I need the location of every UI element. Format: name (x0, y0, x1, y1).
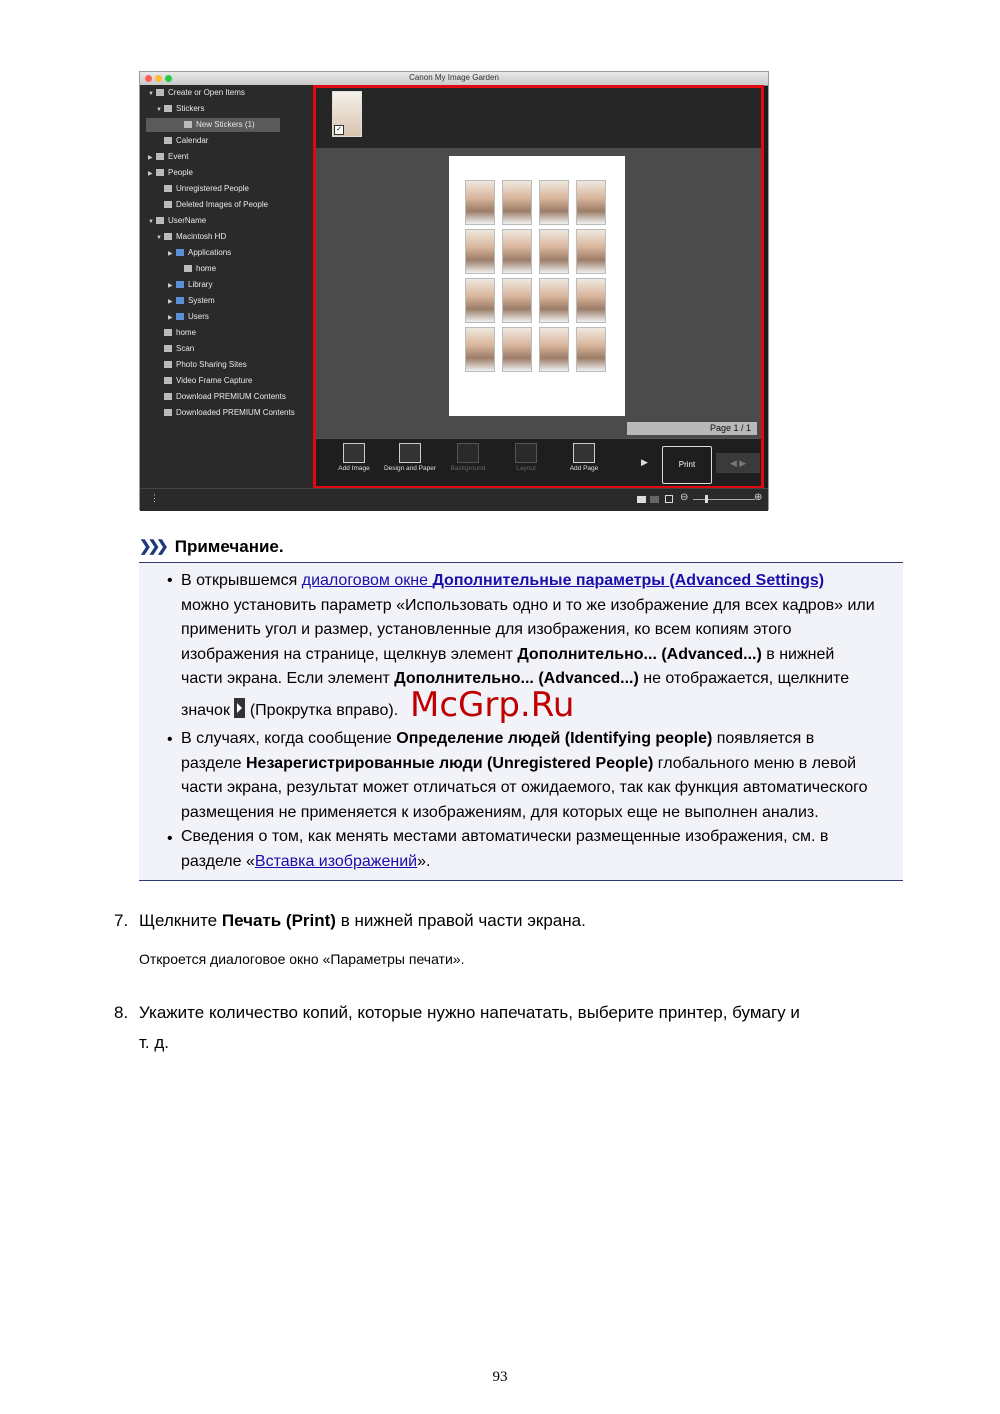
insert-images-link[interactable]: Вставка изображений (254, 852, 418, 870)
disclosure-arrow-icon[interactable]: ▶ (168, 283, 173, 289)
zoom-out-icon[interactable]: ⊖ (680, 492, 689, 503)
disclosure-arrow-icon[interactable]: ▶ (168, 299, 173, 305)
folder-icon (176, 281, 184, 288)
note-bullet-1: В открывшемся диалоговом окне Дополнительные параметры (Advanced Settings) можно установить параметр «Использовать одно и то же изображение для всех кадров» или применить угол и размер, установленные для изображения, ко всем копиям этого изображения на странице, щелкнув элемент Дополнительно... (Advanced...) в нижней части экрана. Если элемент Дополнительно... (Advanced...) не отображается, щелкните значок (Прокрутка вправо). (181, 572, 875, 719)
image-thumbnail[interactable] (332, 91, 362, 137)
sticker-image[interactable] (539, 327, 569, 372)
sidebar-item[interactable] (140, 310, 310, 324)
step-8-text: Укажите количество копий, которые нужно напечатать, выберите принтер, бумагу и т. д. (139, 1003, 800, 1052)
folder-icon (176, 313, 184, 320)
folder-icon (176, 297, 184, 304)
sidebar-item-label: Scan (176, 344, 195, 353)
sticker-image[interactable] (465, 327, 495, 372)
zoom-in-icon[interactable]: ⊕ (754, 492, 763, 503)
note-bullet-3: Сведения о том, как менять местами автоматически размещенные изображения, см. в разделе «Вставка изображений». (181, 828, 829, 870)
scroll-right-icon (234, 698, 245, 718)
zoom-slider-thumb[interactable] (705, 495, 708, 503)
folder-icon (176, 249, 184, 256)
sidebar-item[interactable] (146, 118, 280, 132)
sidebar-item[interactable] (140, 166, 310, 180)
sidebar-item[interactable] (140, 102, 310, 116)
note-bullet-2: В случаях, когда сообщение Определение людей (Identifying people) появляется в разделе Незарегистрированные люди (Unregistered People) глобального меню в левой части экрана, результат может отличаться от ожидаемого, так как функция автоматического размещения не применяется к изображениям, для которых еще не выполнен анализ. (181, 730, 868, 821)
sidebar-item-label: Downloaded PREMIUM Contents (176, 408, 295, 417)
sidebar-item[interactable] (140, 182, 310, 196)
disclosure-arrow-icon[interactable]: ▼ (156, 235, 162, 241)
sidebar-item-label: New Stickers (1) (196, 120, 255, 129)
disclosure-arrow-icon[interactable]: ▶ (168, 251, 173, 257)
print-button[interactable]: Print (662, 446, 712, 484)
sidebar-item-label: Deleted Images of People (176, 200, 269, 209)
sidebar-item-label: Event (168, 152, 189, 161)
sidebar-item[interactable] (140, 406, 310, 420)
view-mode-icon[interactable] (637, 496, 646, 503)
disclosure-arrow-icon[interactable]: ▼ (156, 107, 162, 113)
sticker-image[interactable] (539, 278, 569, 323)
sticker-image[interactable] (502, 180, 532, 225)
sidebar-item[interactable] (140, 150, 310, 164)
sticker-image[interactable] (576, 180, 606, 225)
navigation-arrows[interactable]: ◀ ▶ (716, 453, 760, 473)
sidebar-item[interactable] (140, 262, 310, 276)
disclosure-arrow-icon[interactable]: ▶ (168, 315, 173, 321)
photo-sharing-icon (164, 361, 172, 368)
sidebar-item-label: Calendar (176, 136, 209, 145)
note-title: Примечание. (174, 537, 284, 556)
sticker-sheet-icon (184, 121, 192, 128)
sidebar-item-label: Applications (188, 248, 232, 257)
sidebar-item[interactable] (140, 214, 310, 228)
sidebar-item[interactable] (140, 86, 310, 100)
options-icon[interactable]: ⋮ (150, 493, 159, 503)
sidebar-item[interactable] (140, 230, 310, 244)
sticker-image[interactable] (576, 229, 606, 274)
edit-area-highlighted (313, 85, 764, 488)
step-7-result: Откроется диалоговое окно «Параметры печати». (139, 951, 465, 967)
page-counter: Page 1 / 1 (627, 422, 757, 435)
computer-icon (156, 217, 164, 224)
scroll-right-icon[interactable]: ▶ (641, 457, 648, 467)
sticker-image[interactable] (465, 180, 495, 225)
disclosure-arrow-icon[interactable]: ▶ (148, 155, 153, 161)
sidebar-item-label: People (168, 168, 193, 177)
view-mode-alt-icon[interactable] (650, 496, 659, 503)
sticker-image[interactable] (539, 229, 569, 274)
zoom-slider[interactable] (693, 499, 755, 500)
window-titlebar (140, 72, 768, 86)
sidebar-item-label: Video Frame Capture (176, 376, 253, 385)
sidebar-item[interactable] (140, 326, 310, 340)
sidebar-item-label: Stickers (176, 104, 205, 113)
bullet: • (167, 572, 173, 589)
step-7-number: 7. (114, 911, 129, 930)
bullet: • (167, 731, 173, 748)
scan-icon (164, 345, 172, 352)
thumbnail-strip (316, 88, 761, 148)
sidebar-item-label: Macintosh HD (176, 232, 227, 241)
add-image-icon (343, 443, 365, 463)
create-items-icon (156, 89, 164, 96)
global-menu-sidebar (140, 85, 313, 488)
sidebar-item-label: Create or Open Items (168, 88, 245, 97)
event-icon (156, 153, 164, 160)
sidebar-item[interactable] (140, 246, 310, 260)
sidebar-item-label: Library (188, 280, 213, 289)
sticker-image[interactable] (502, 278, 532, 323)
disclosure-arrow-icon[interactable]: ▶ (148, 171, 153, 177)
sidebar-item[interactable] (140, 358, 310, 372)
status-bar (140, 488, 768, 511)
sidebar-item[interactable] (140, 342, 310, 356)
watermark: McGrp.Ru (410, 685, 575, 725)
sidebar-item-label: Unregistered People (176, 184, 249, 193)
window-title: Canon My Image Garden (409, 73, 499, 82)
people-icon (156, 169, 164, 176)
bottom-toolbar (316, 438, 761, 486)
add-page-button[interactable]: Add Page (556, 443, 612, 473)
home-icon (184, 265, 192, 272)
background-button[interactable]: Background (440, 443, 496, 473)
disclosure-arrow-icon[interactable]: ▼ (148, 219, 154, 225)
page-number: 93 (492, 1369, 508, 1385)
step-7-text: Щелкните Печать (Print) в нижней правой части экрана. (139, 911, 586, 930)
note-header (139, 536, 284, 558)
video-capture-icon (164, 377, 172, 384)
app-screenshot (139, 71, 769, 510)
disclosure-arrow-icon[interactable]: ▼ (148, 91, 154, 97)
stickers-icon (164, 105, 172, 112)
home-icon (164, 329, 172, 336)
sidebar-item[interactable] (140, 390, 310, 404)
sidebar-item[interactable] (140, 374, 310, 388)
sticker-image[interactable] (502, 229, 532, 274)
sidebar-item[interactable] (140, 278, 310, 292)
sidebar-item-label: UserName (168, 216, 207, 225)
sticker-image[interactable] (576, 278, 606, 323)
layout-button[interactable]: Layout (498, 443, 554, 473)
download-icon (164, 393, 172, 400)
sidebar-item[interactable] (140, 198, 310, 212)
sticker-sheet-preview[interactable] (449, 156, 625, 416)
background-icon (457, 443, 479, 463)
downloaded-icon (164, 409, 172, 416)
sidebar-item-label: home (176, 328, 197, 337)
deleted-people-icon (164, 201, 172, 208)
fit-page-icon[interactable] (665, 495, 673, 503)
sidebar-item-label: Photo Sharing Sites (176, 360, 247, 369)
sidebar-item-label: Download PREMIUM Contents (176, 392, 286, 401)
drive-icon (164, 233, 172, 240)
sidebar-item-label: Users (188, 312, 209, 321)
add-page-icon (573, 443, 595, 463)
design-and-paper-button[interactable]: Design and Paper (382, 443, 438, 473)
sidebar-item-label: System (188, 296, 215, 305)
bullet: • (167, 830, 173, 847)
note-chevrons-icon: ❯❯❯ (139, 538, 165, 555)
sticker-image[interactable] (465, 229, 495, 274)
sticker-image[interactable] (539, 180, 569, 225)
advanced-settings-link[interactable]: диалоговом окне Дополнительные параметры (Advanced Settings) (301, 572, 825, 589)
checkbox-checked-icon[interactable]: ✓ (334, 125, 344, 135)
unregistered-people-icon (164, 185, 172, 192)
sidebar-item[interactable] (140, 294, 310, 308)
layout-icon (515, 443, 537, 463)
sticker-image[interactable] (502, 327, 532, 372)
sidebar-item-label: home (196, 264, 217, 273)
add-image-button[interactable]: Add Image (326, 443, 382, 473)
design-and-paper-icon (399, 443, 421, 463)
sticker-image[interactable] (465, 278, 495, 323)
page-canvas (316, 148, 761, 438)
calendar-icon (164, 137, 172, 144)
sidebar-item[interactable] (140, 134, 310, 148)
sticker-image[interactable] (576, 327, 606, 372)
step-8-number: 8. (114, 1003, 129, 1022)
